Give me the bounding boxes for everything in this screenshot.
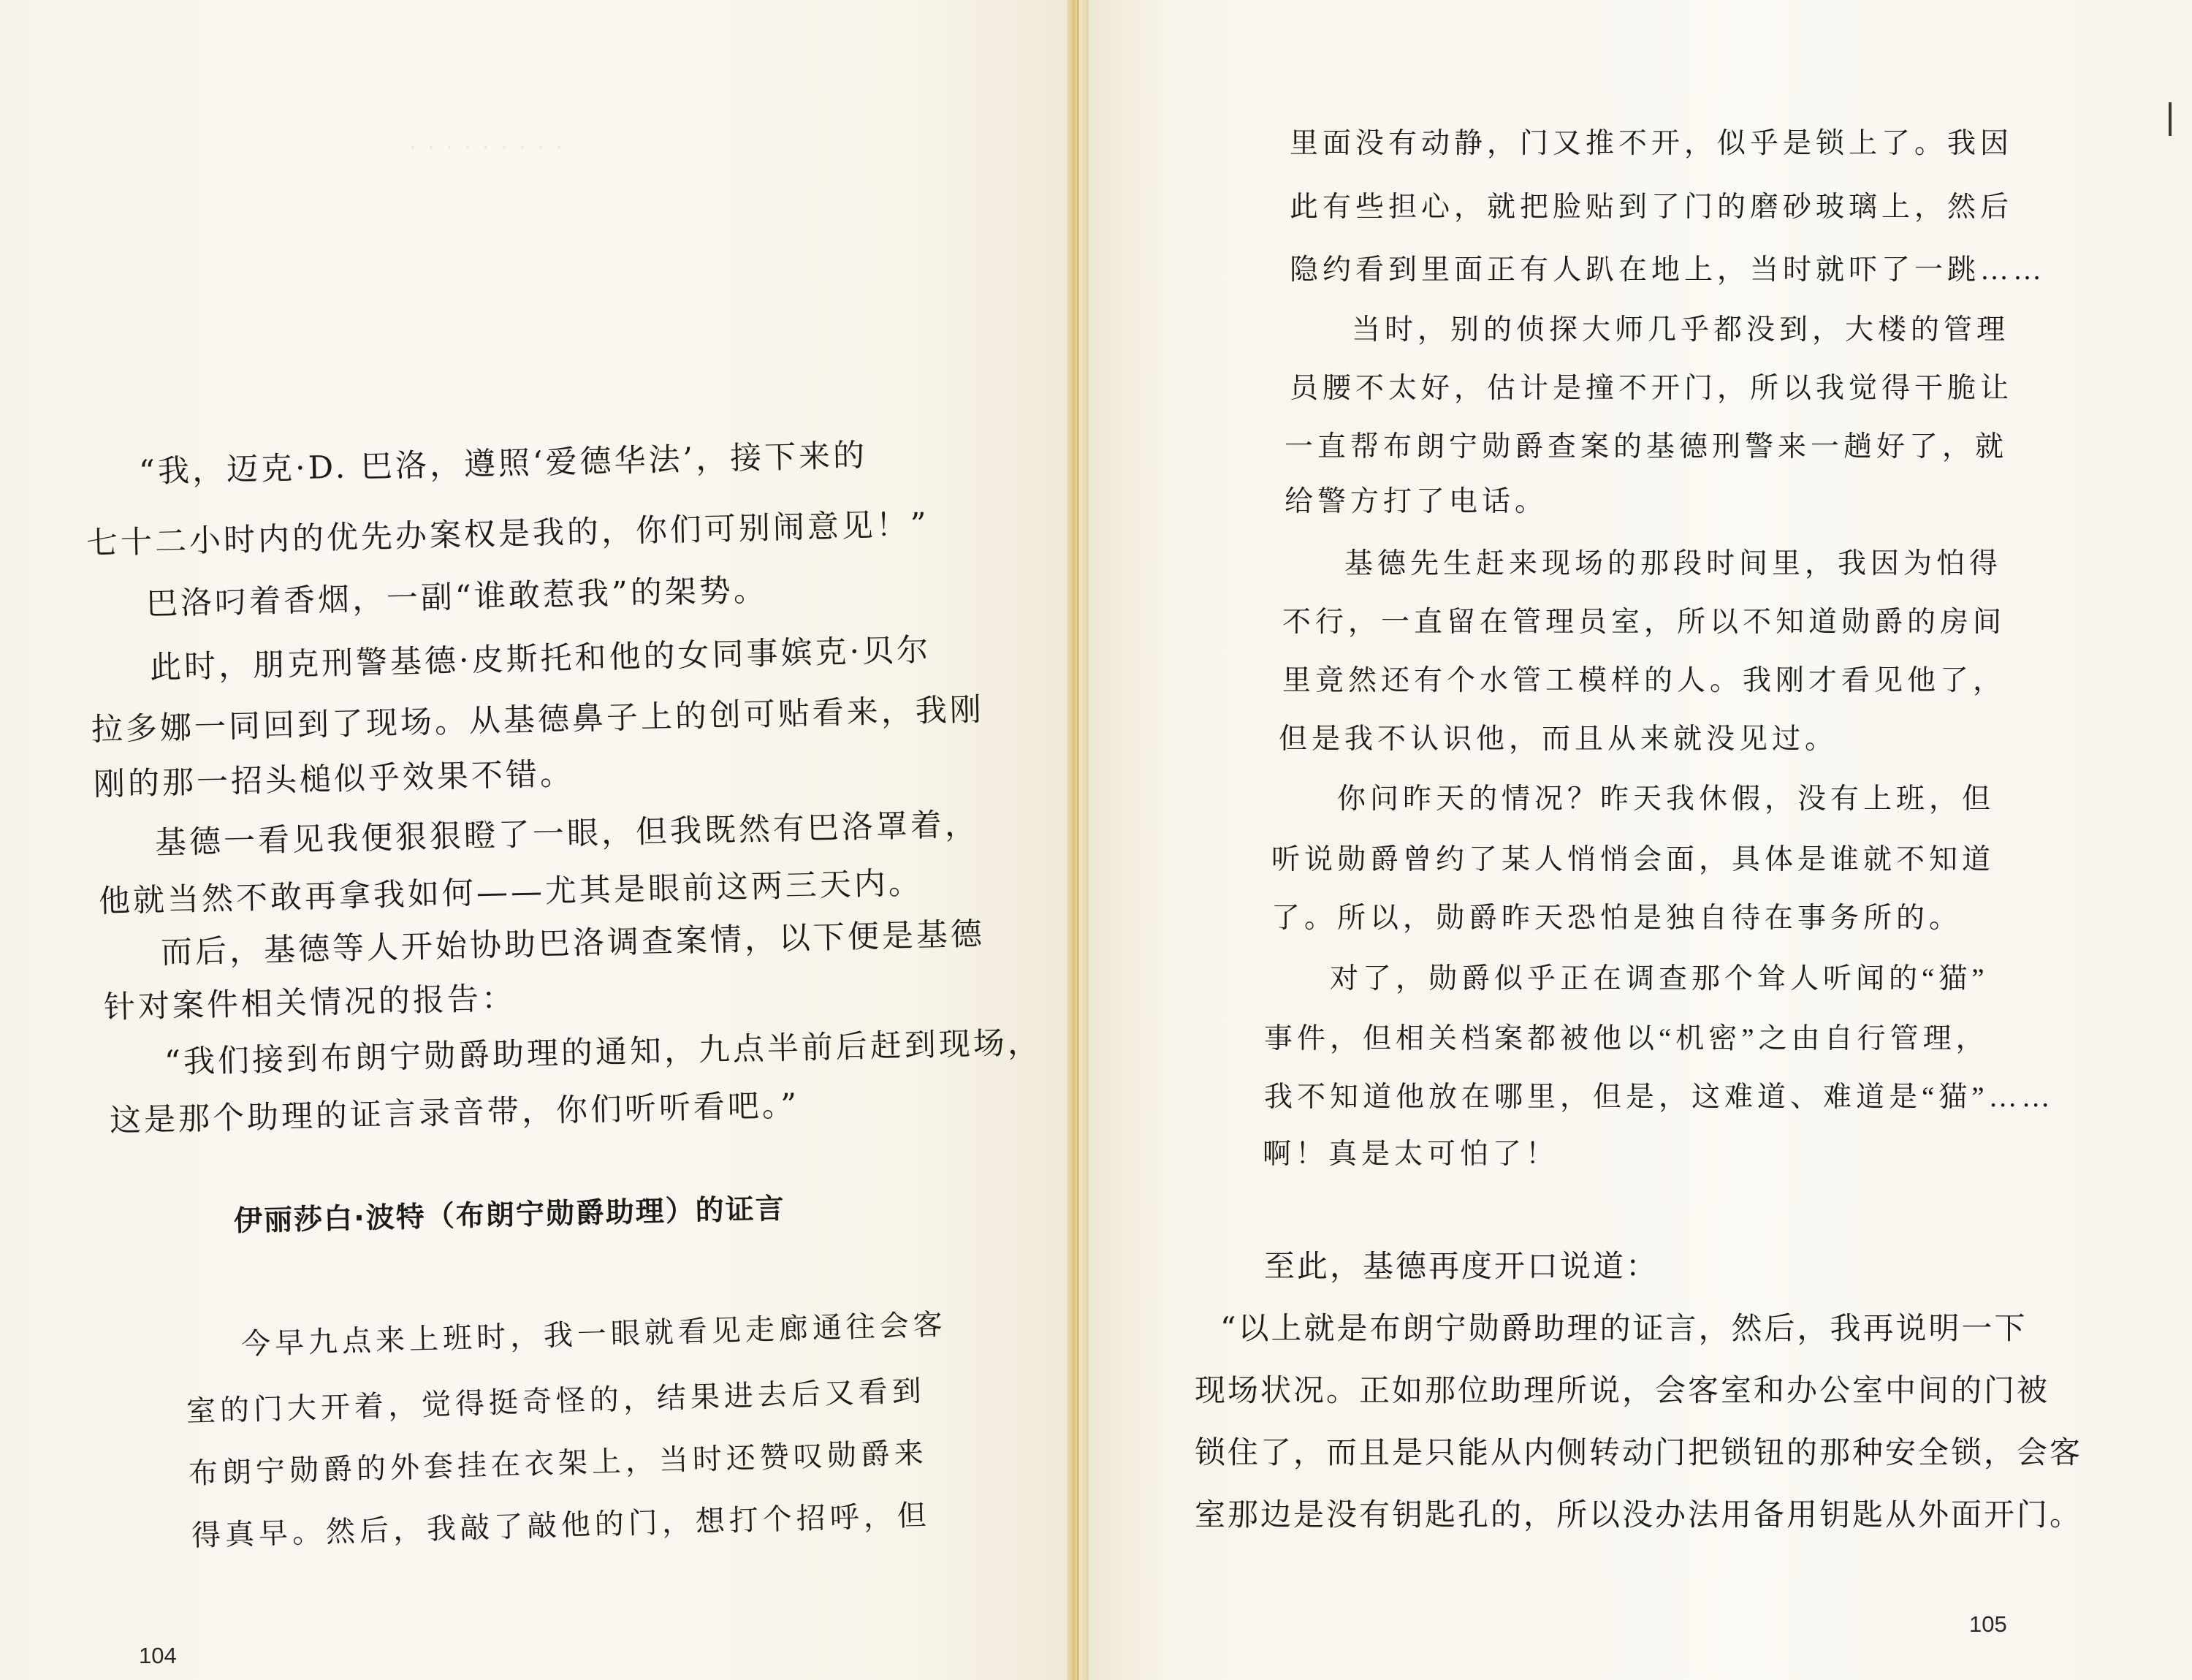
testimony-line: 员腰不太好，估计是撞不开门，所以我觉得干脆让 <box>1290 373 2014 404</box>
right-paragraph-line: 锁住了，而且是只能从内侧转动门把锁钮的那种安全锁，会客 <box>1195 1434 2083 1470</box>
testimony-line: 一直帮布朗宁勋爵查案的基德刑警来一趟好了，就 <box>1285 431 2009 463</box>
left-paragraph-line: 巴洛叼着香烟，一副“谁敢惹我”的架势。 <box>145 571 769 623</box>
testimony-line: 里竟然还有个水管工模样的人。我刚才看见他了， <box>1282 665 2006 696</box>
left-paragraph-line: 这是那个助理的证言录音带，你们听听看吧。” <box>109 1087 800 1139</box>
left-paragraph-line: 基德一看见我便狠狠瞪了一眼，但我既然有巴洛罩着， <box>154 806 980 862</box>
testimony-line: 里面没有动静，门又推不开，似乎是锁上了。我因 <box>1290 128 2014 159</box>
left-paragraph-line: “我，迈克·D. 巴洛，遵照‘爱德华法’，接下来的 <box>138 437 868 490</box>
left-paragraph-line: 他就当然不敢再拿我如何——尤其是眼前这两三天内。 <box>98 864 924 920</box>
testimony-line: 对了，勋爵似乎正在调查那个耸人听闻的“猫” <box>1330 963 1989 995</box>
testimony-line: 隐约看到里面正有人趴在地上，当时就吓了一跳…… <box>1290 254 2047 286</box>
section-title: 伊丽莎白·波特（布朗宁勋爵助理）的证言 <box>233 1192 786 1238</box>
left-paragraph-line: “我们接到布朗宁勋爵助理的通知，九点半前后赶到现场， <box>164 1024 1043 1081</box>
testimony-line: 事件，但相关档案都被他以“机密”之由自行管理， <box>1264 1023 1989 1054</box>
testimony-line: 我不知道他放在哪里，但是，这难道、难道是“猫”…… <box>1264 1082 2055 1113</box>
page-number-right: 105 <box>1969 1611 2007 1637</box>
left-paragraph-line: 此时，朋克刑警基德·皮斯托和他的女同事嫔克·贝尔 <box>149 631 932 686</box>
bleed-through-text: · · · · · · · · · <box>409 135 566 161</box>
testimony-line: 基德先生赶来现场的那段时间里，我因为怕得 <box>1344 548 2003 579</box>
testimony-line: 此有些担心，就把脸贴到了门的磨砂玻璃上，然后 <box>1290 191 2014 223</box>
left-paragraph-line: 针对案件相关情况的报告： <box>103 980 517 1026</box>
testimony-line: 室的门大开着，觉得挺奇怪的，结果进去后又看到 <box>186 1374 926 1428</box>
right-paragraph-line: 至此，基德再度开口说道： <box>1264 1248 1659 1284</box>
testimony-line: 得真早。然后，我敲了敲他的门，想打个招呼，但 <box>191 1498 932 1552</box>
testimony-line: 啊！真是太可怕了！ <box>1263 1139 1559 1170</box>
testimony-line: 给警方打了电话。 <box>1285 486 1548 517</box>
left-paragraph-line: 拉多娜一同回到了现场。从基德鼻子上的创可贴看来，我刚 <box>91 691 985 748</box>
testimony-line: 布朗宁勋爵的外套挂在衣架上，当时还赞叹勋爵来 <box>188 1436 929 1490</box>
page-edge-mark <box>2169 102 2172 136</box>
right-paragraph-line: 室那边是没有钥匙孔的，所以没办法用备用钥匙从外面开门。 <box>1195 1497 2083 1532</box>
testimony-line: 你问昨天的情况？昨天我休假，没有上班，但 <box>1337 783 1995 815</box>
testimony-line: 但是我不认识他，而且从来就没见过。 <box>1279 723 1838 755</box>
gutter-fold-line <box>1077 0 1079 1680</box>
left-paragraph-line: 刚的那一招头槌似乎效果不错。 <box>93 756 575 803</box>
right-page <box>1089 0 2192 1680</box>
right-paragraph-line: “以上就是布朗宁勋爵助理的证言，然后，我再说明一下 <box>1220 1310 2028 1346</box>
testimony-line: 了。所以，勋爵昨天恐怕是独自待在事务所的。 <box>1271 902 1963 934</box>
testimony-line: 听说勋爵曾约了某人悄悄会面，具体是谁就不知道 <box>1271 844 1995 875</box>
left-page <box>0 0 1068 1680</box>
left-paragraph-line: 七十二小时内的优先办案权是我的，你们可别闹意见！” <box>85 506 930 562</box>
testimony-line: 今早九点来上班时，我一眼就看见走廊通往会客 <box>240 1308 948 1361</box>
testimony-line: 当时，别的侦探大师几乎都没到，大楼的管理 <box>1352 314 2010 346</box>
testimony-line: 不行，一直留在管理员室，所以不知道勋爵的房间 <box>1282 607 2006 638</box>
left-paragraph-line: 而后，基德等人开始协助巴洛调查案情，以下便是基德 <box>160 916 986 971</box>
page-number-left: 104 <box>139 1643 177 1668</box>
right-paragraph-line: 现场状况。正如那位助理所说，会客室和办公室中间的门被 <box>1195 1372 2050 1408</box>
